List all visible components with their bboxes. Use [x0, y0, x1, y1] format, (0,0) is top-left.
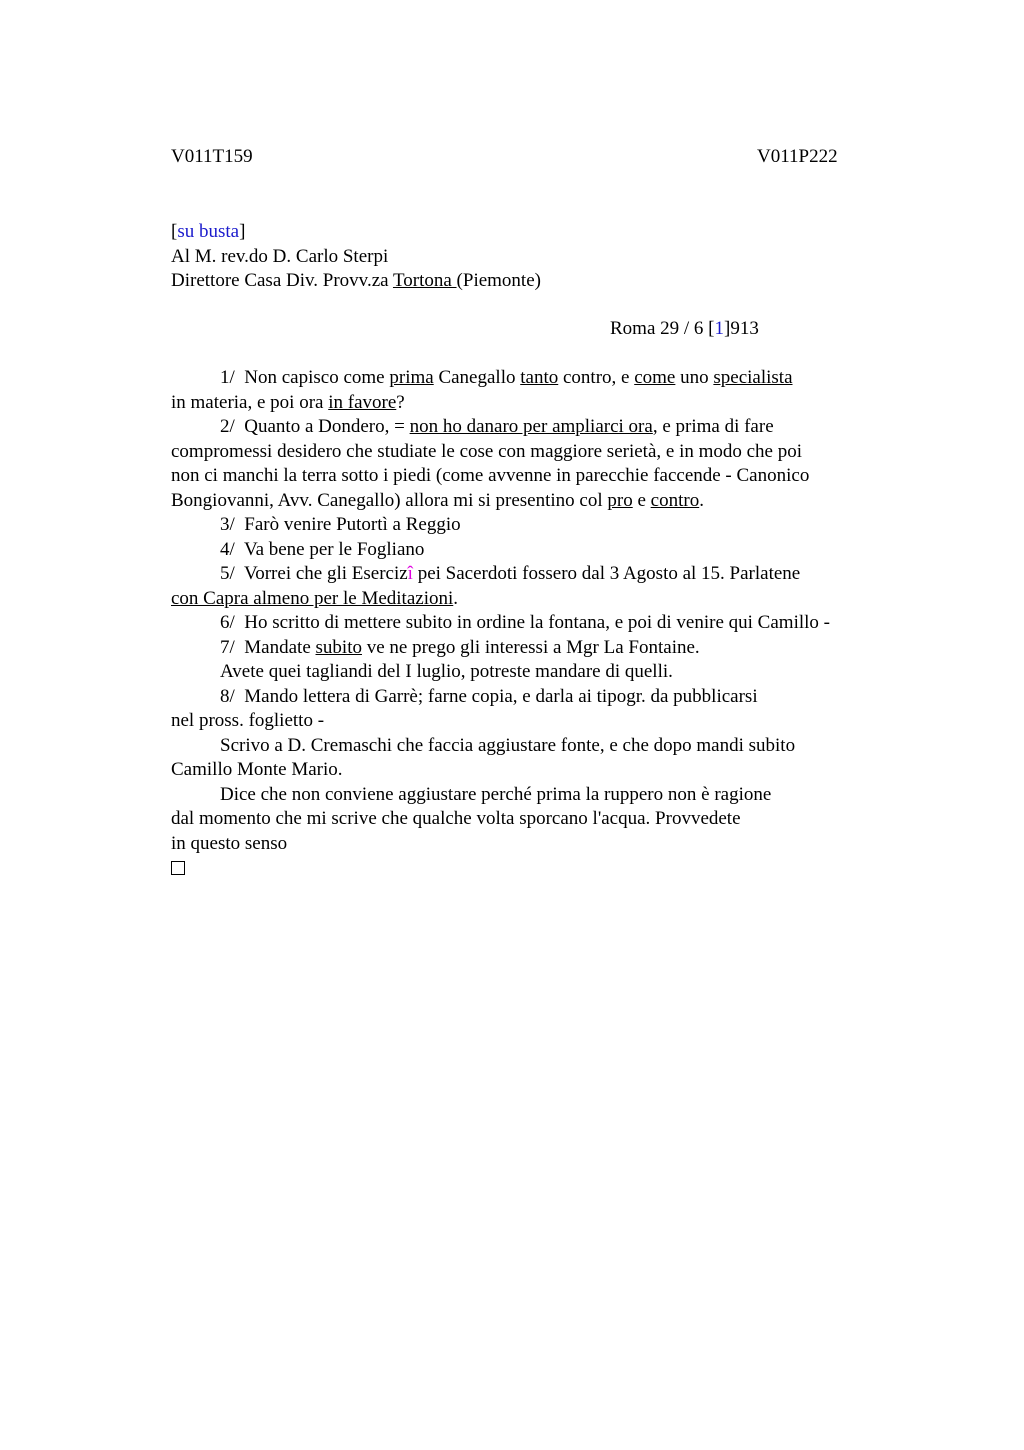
- envelope-label: [su busta]: [171, 221, 246, 242]
- point-8-line-2: nel pross. foglietto -: [171, 710, 325, 731]
- letter-date: Roma 29 / 6 [1]913: [610, 318, 759, 339]
- paragraph-acqua-line-3: in questo senso: [171, 832, 288, 854]
- point-2-line-1: 2/ Quanto a Dondero, = non ho danaro per ampliarci ora, e prima di fare: [220, 416, 774, 437]
- point-2-line-4: Bongiovanni, Avv. Canegallo) allora mi si presentino col pro e contro.: [171, 489, 704, 511]
- paragraph-cremaschi-line-1: Scrivo a D. Cremaschi che faccia aggiustare fonte, e che dopo mandi subito: [220, 734, 796, 756]
- address-line: Direttore Casa Div. Provv.za Tortona (Piemonte): [171, 270, 541, 291]
- paragraph-cremaschi-line-2: Camillo Monte Mario.: [171, 759, 343, 780]
- point-7-note: Avete quei tagliandi del I luglio, potreste mandare di quelli.: [220, 661, 673, 682]
- point-2-line-3: non ci manchi la terra sotto i piedi (come avvenne in parecchie faccende - Canonico: [171, 465, 810, 486]
- point-4: 4/ Va bene per le Fogliano: [220, 538, 425, 560]
- point-2-line-2: compromessi desidero che studiate le cose con maggiore serietà, e in modo che poi: [171, 440, 803, 462]
- recipient: Al M. rev.do D. Carlo Sterpi: [171, 245, 389, 267]
- paragraph-acqua-line-2: dal momento che mi scrive che qualche volta sporcano l'acqua. Provvedete: [171, 808, 741, 829]
- doc-code-right: V011P222: [757, 146, 838, 167]
- letter-body: [171, 366, 891, 883]
- point-5-line-2: con Capra almeno per le Meditazioni.: [171, 587, 459, 609]
- point-3: 3/ Farò venire Putortì a Reggio: [220, 514, 461, 535]
- point-8-line-1: 8/ Mando lettera di Garrè; farne copia, e darla ai tipogr. da pubblicarsi: [220, 685, 758, 707]
- point-1-line-2: in materia, e poi ora in favore?: [171, 391, 405, 413]
- point-5-line-1: 5/ Vorrei che gli Esercizî pei Sacerdoti fossero dal 3 Agosto al 15. Parlatene: [220, 563, 801, 584]
- envelope-address: [171, 220, 891, 294]
- end-box-icon: [171, 856, 891, 883]
- point-1-line-1: 1/ Non capisco come prima Canegallo tanto contro, e come uno specialista: [220, 367, 793, 388]
- point-7: 7/ Mandate subito ve ne prego gli interessi a Mgr La Fontaine.: [220, 636, 700, 658]
- paragraph-acqua-line-1: Dice che non conviene aggiustare perché prima la ruppero non è ragione: [220, 783, 772, 805]
- point-6: 6/ Ho scritto di mettere subito in ordine la fontana, e poi di venire qui Camillo -: [220, 612, 830, 633]
- doc-code-left: V011T159: [171, 146, 253, 167]
